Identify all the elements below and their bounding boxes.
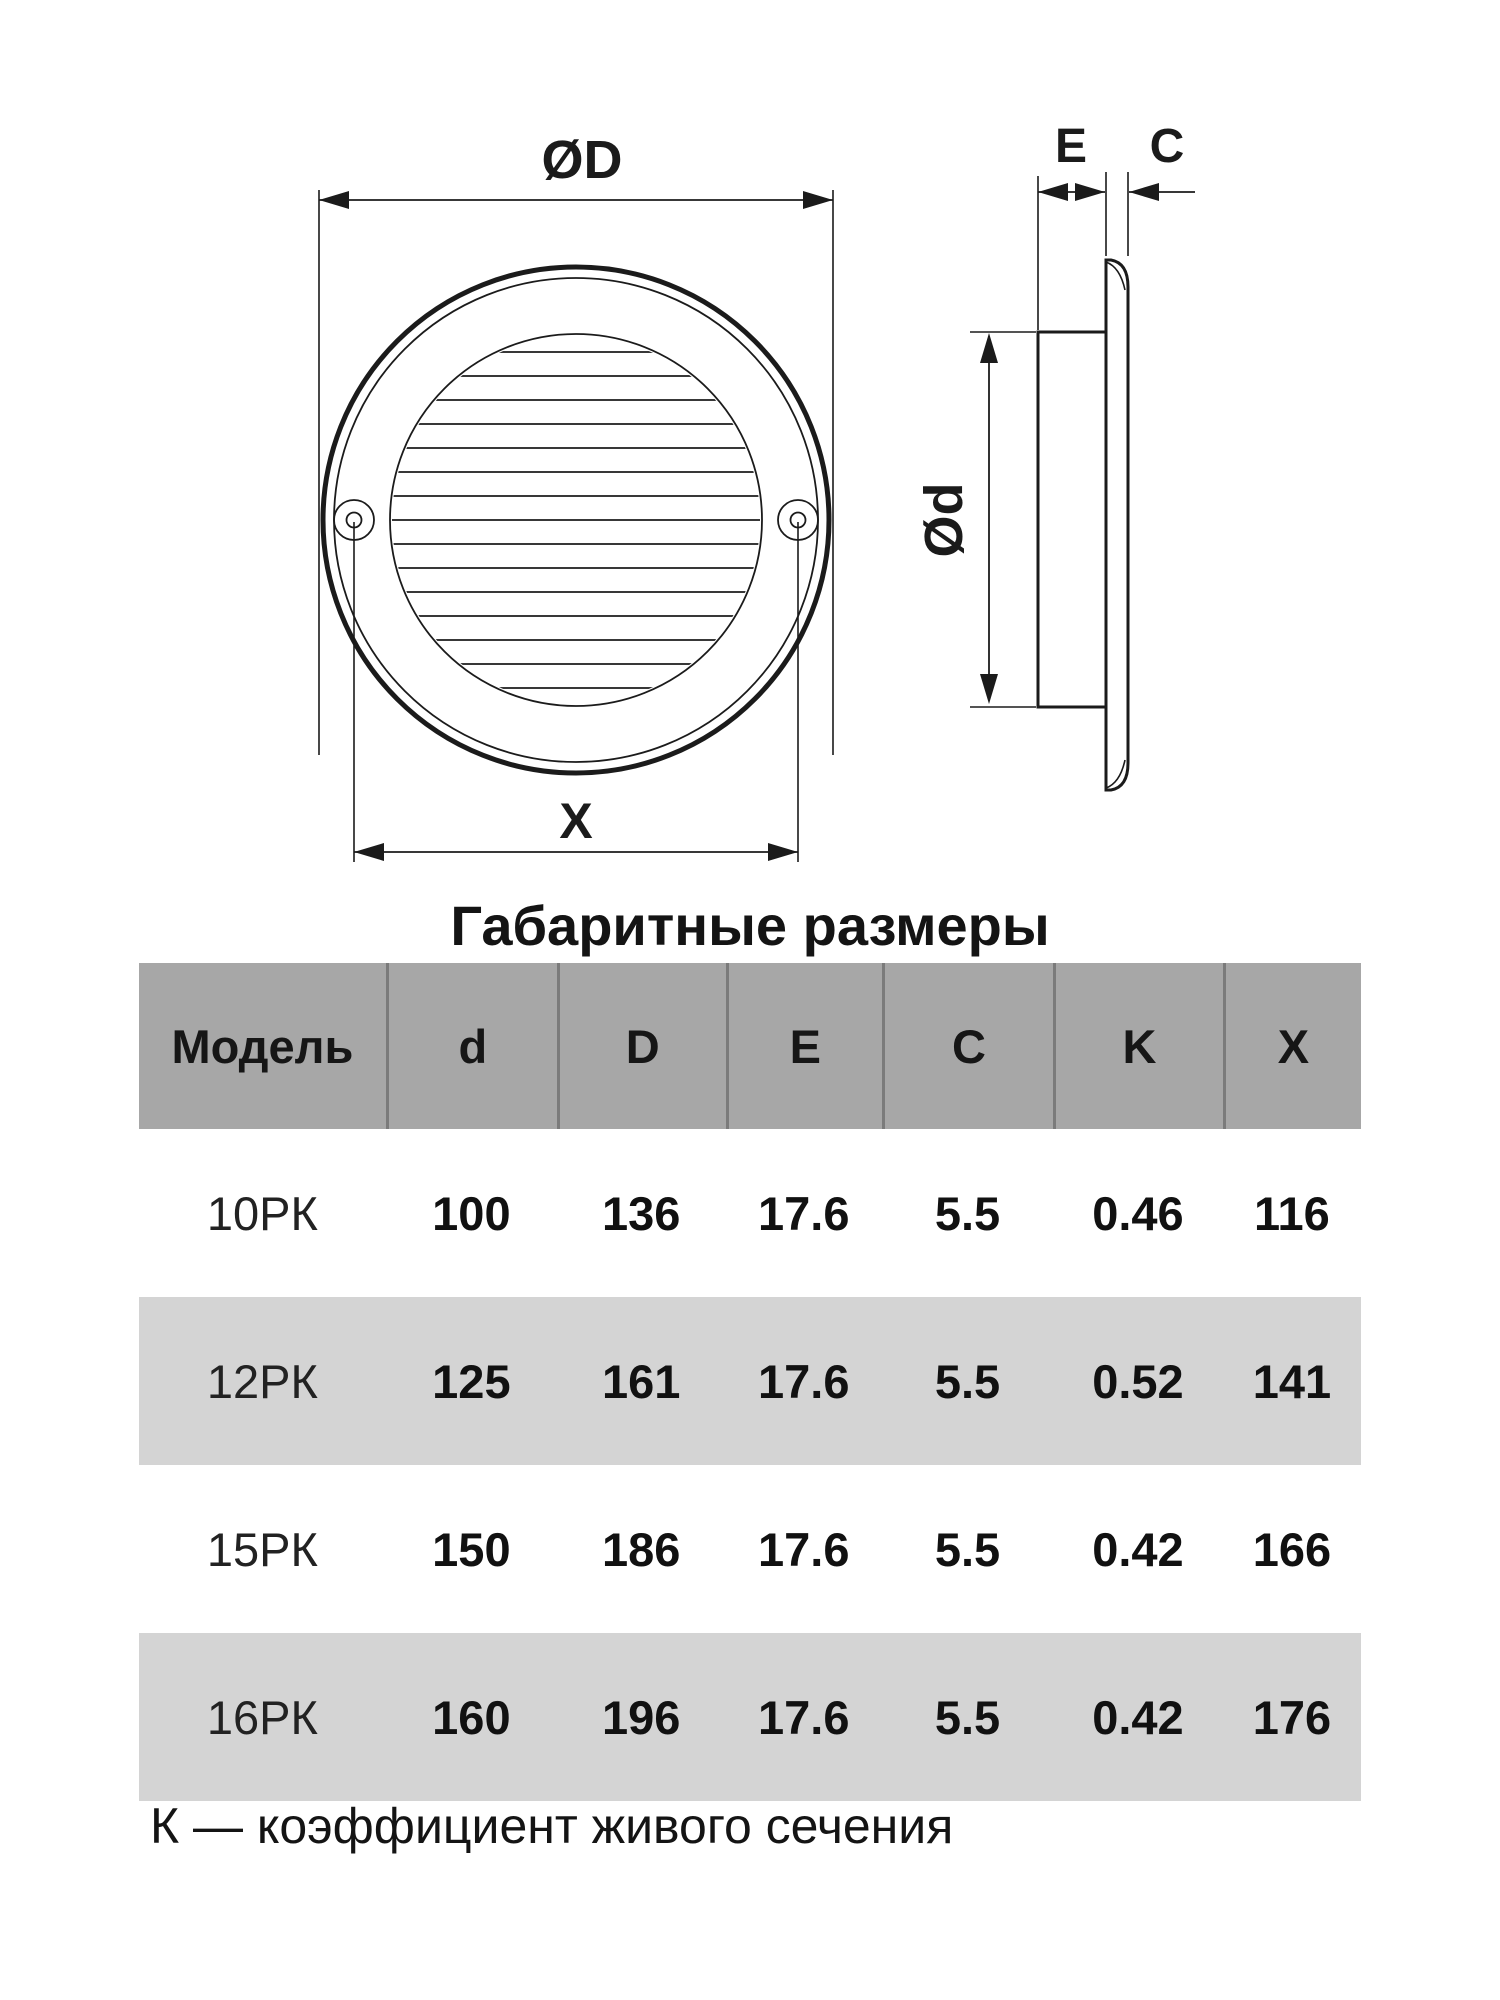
table-header-row [139, 963, 1361, 1129]
cell-C: 5.5 [934, 1690, 1001, 1744]
footnote-k-coefficient: К — коэффициент живого сечения [150, 1798, 954, 1854]
dimensions-table [139, 963, 1361, 1801]
side-view-profile [1038, 260, 1128, 790]
arrowhead-up-icon [980, 333, 998, 363]
dim-label-c: C [1149, 120, 1185, 173]
collar-duct-body [1038, 332, 1106, 707]
table-row-10rk [139, 1129, 1361, 1297]
table-row-12rk [139, 1297, 1361, 1465]
cell-E: 17.6 [758, 1522, 850, 1576]
cell-K: 0.42 [1092, 1690, 1184, 1744]
arrowhead-right-icon [803, 191, 833, 209]
header-cell-model: Модель [171, 1019, 354, 1073]
table-row-16rk [139, 1633, 1361, 1801]
cell-X: 166 [1252, 1522, 1332, 1576]
header-cell-D: D [557, 963, 726, 1129]
dimensional-drawing [0, 0, 1500, 910]
cell-model: 16РК [206, 1690, 318, 1744]
cell-d: 150 [432, 1522, 511, 1576]
cell-d: 100 [432, 1186, 511, 1240]
cell-K: 0.42 [1092, 1522, 1184, 1576]
table-row-15rk [139, 1465, 1361, 1633]
cell-C: 5.5 [934, 1186, 1001, 1240]
cell-X: 116 [1254, 1186, 1330, 1240]
arrowhead-right-icon [1075, 183, 1105, 201]
arrowhead-left-icon [1129, 183, 1159, 201]
cell-d: 125 [432, 1354, 511, 1408]
arrowhead-left-icon [354, 843, 384, 861]
cell-K: 0.52 [1092, 1354, 1184, 1408]
dim-label-e: E [1054, 120, 1088, 173]
dimension-inner-diameter [970, 332, 1036, 707]
cell-X: 176 [1252, 1690, 1332, 1744]
cell-D: 161 [602, 1354, 681, 1408]
louver-slats [388, 352, 764, 688]
dim-label-x: X [559, 793, 593, 849]
cell-E: 17.6 [758, 1354, 850, 1408]
cell-D: 136 [602, 1186, 681, 1240]
header-cell-K: K [1053, 963, 1223, 1129]
cell-C: 5.5 [934, 1354, 1001, 1408]
table-title: Габаритные размеры [450, 894, 1050, 957]
header-cell-C: C [882, 963, 1053, 1129]
arrowhead-down-icon [980, 674, 998, 704]
arrowhead-right-icon [768, 843, 798, 861]
arrowhead-left-icon [319, 191, 349, 209]
cell-D: 186 [602, 1522, 681, 1576]
cell-model: 12РК [206, 1354, 318, 1408]
flange-plate [1106, 260, 1128, 790]
cell-d: 160 [432, 1690, 511, 1744]
dim-label-inner-diameter: Ød [914, 482, 974, 558]
cell-model: 10РК [206, 1186, 318, 1240]
header-cell-E: E [726, 963, 882, 1129]
cell-X: 141 [1252, 1354, 1332, 1408]
cell-model: 15РК [206, 1522, 318, 1576]
cell-K: 0.46 [1092, 1186, 1184, 1240]
dim-label-outer-diameter: ØD [541, 130, 623, 190]
front-view-grille [323, 267, 829, 773]
cell-C: 5.5 [934, 1522, 1001, 1576]
cell-E: 17.6 [758, 1186, 850, 1240]
header-cell-d: d [386, 963, 557, 1129]
arrowhead-left-icon [1038, 183, 1068, 201]
cell-E: 17.6 [758, 1690, 850, 1744]
dimension-c-thickness [1129, 183, 1195, 201]
header-cell-X: X [1223, 963, 1361, 1129]
cell-D: 196 [602, 1690, 681, 1744]
